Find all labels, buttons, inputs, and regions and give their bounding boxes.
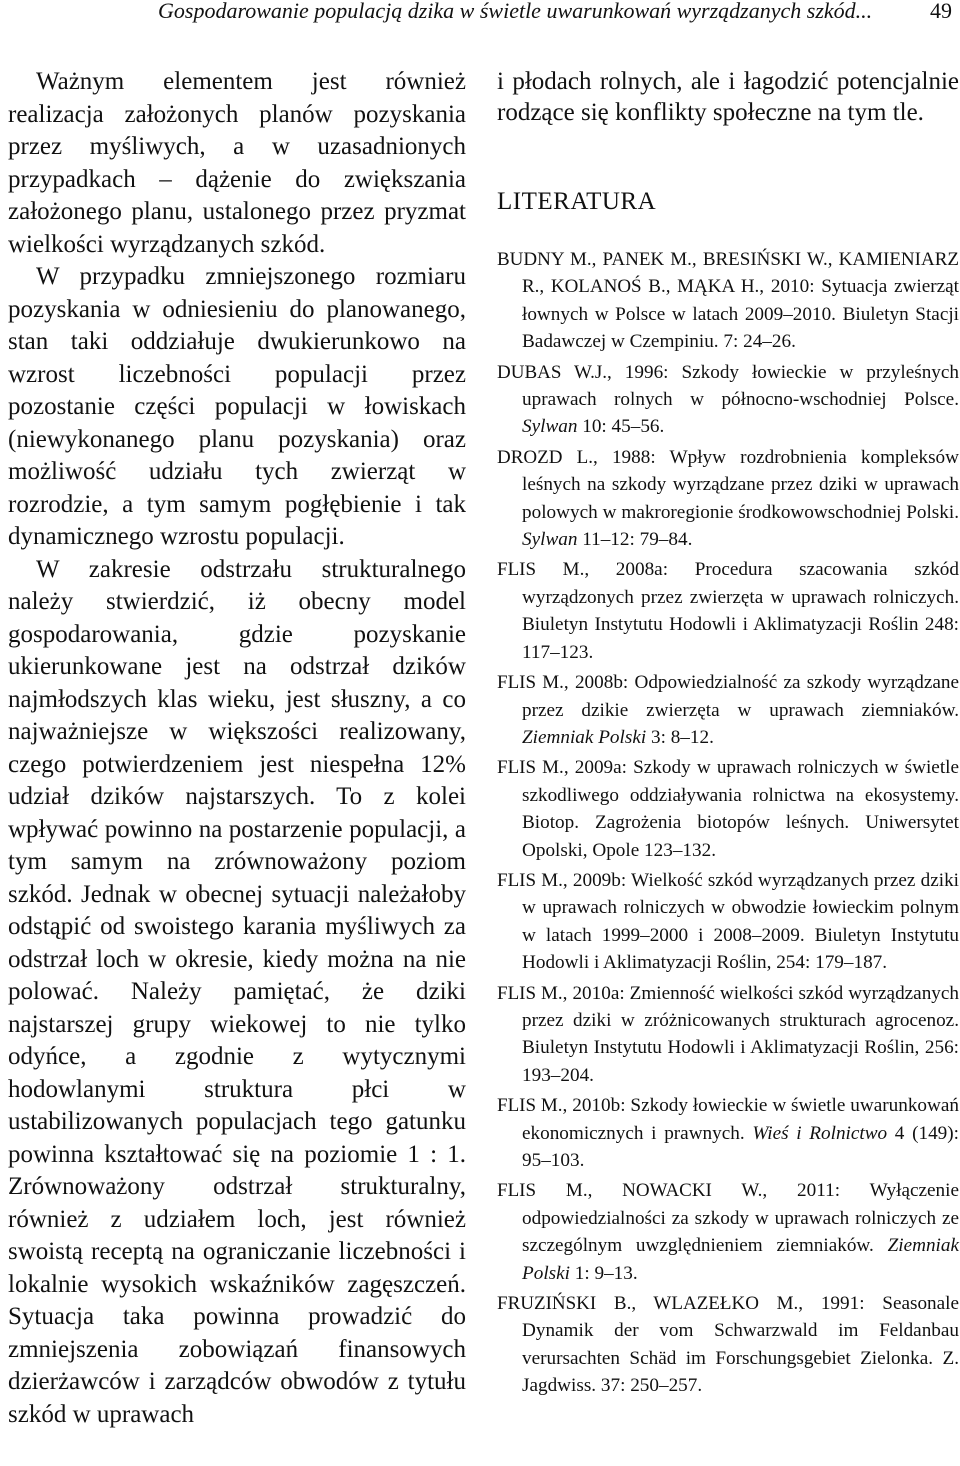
reference-item: [497, 359, 959, 441]
reference-authors: FLIS M.: [497, 869, 563, 891]
reference-text: , 2008a: Procedura szacowania szkód wyrządzonych przez zwierzęta w uprawach rolniczych. Biuletyn Instytutu Hodowli i Aklimatyzacji Roślin 248: 117–123.: [522, 559, 959, 663]
reference-text: , 2010: Sytuacja zwierząt łownych w Polsce w latach 2009–2010. Biuletyn Stacji Badawczej w Czempiniu. 7: 24–26.: [522, 276, 959, 353]
reference-item: [497, 556, 959, 666]
reference-item: [497, 669, 959, 751]
reference-authors: FLIS M.: [497, 559, 585, 581]
body-paragraph: W przypadku zmniejszonego rozmiaru pozyskania w odniesieniu do planowanego, stan taki oddziałuje dwukierunkowo na wzrost liczebności populacji przez pozostanie części populacji w łowiskach (niewykonanego planu pozyskania) oraz możliwość udziału tych zwierząt w rozrodzie, a tym samym pogłębienie i tak dynamicznego wzrostu populacji.: [8, 263, 466, 550]
reference-journal: Wieś i Rolnictwo: [752, 1122, 888, 1144]
reference-text: , 1996: Szkody łowieckie w przyleśnych uprawach rolnych w północno-wschodniej Polsce.: [522, 361, 959, 411]
reference-authors: FLIS M.: [497, 1095, 563, 1117]
reference-authors: FLIS M., NOWACKI W.: [497, 1180, 763, 1202]
reference-text: , 2010b: Szkody łowieckie w świetle uwarunkowań ekonomicznych i prawnych.: [522, 1095, 959, 1144]
reference-text: , 2008b: Odpowiedzialność za szkody wyrządzane przez dzikie zwierzęta w uprawach ziemniaków.: [522, 672, 959, 721]
reference-journal: Ziemniak Polski: [522, 1235, 959, 1284]
running-header: [0, 0, 960, 26]
left-column: [8, 66, 466, 1431]
reference-tail: 3: 8–12.: [646, 726, 714, 748]
reference-text: , 2011: Wyłączenie odpowiedzialności za szkody w uprawach rolniczych ze szczególnym uwzględnieniem ziemniaków.: [522, 1180, 959, 1257]
right-column: [497, 66, 959, 1403]
reference-text: , 1988: Wpływ rozdrobnienia kompleksów leśnych na szkody wyrządzane przez dziki w uprawach polowych w makroregionie środkowowschodniej Polski.: [522, 446, 959, 523]
page-number: 49: [930, 0, 952, 23]
reference-authors: FLIS M.: [497, 757, 564, 779]
reference-tail: 1: 9–13.: [569, 1262, 638, 1284]
reference-item: [497, 1092, 959, 1174]
body-paragraph-continuation: i płodach rolnych, ale i łagodzić potencjalnie rodzące się konflikty społeczne na tym tle.: [497, 68, 959, 126]
reference-text: , 2009a: Szkody w uprawach rolniczych w świetle szkodliwego oddziaływania rolnictwa na ekosystemy. Biotop. Zagrożenia biotopów leśnych. Uniwersytet Opolski, Opole 123–132.: [522, 757, 959, 861]
reference-authors: FLIS M.: [497, 982, 563, 1004]
reference-item: [497, 980, 959, 1090]
reference-text: , 2009b: Wielkość szkód wyrządzanych przez dziki w uprawach rolniczych w obwodzie łowieckim polnym w latach 1999–2000 i 2008–2009. Biuletyn Instytutu Hodowli i Aklimatyzacji Roślin, 254: 179–187.: [522, 869, 959, 974]
reference-item: [497, 246, 959, 356]
reference-authors: FLIS M.: [497, 672, 564, 694]
reference-journal: Ziemniak Polski: [522, 726, 647, 748]
reference-item: [497, 867, 959, 977]
literature-heading: LITERATURA: [497, 188, 657, 215]
reference-tail: 11–12: 79–84.: [577, 529, 693, 551]
reference-text: , 2010a: Zmienność wielkości szkód wyrządzanych przez dziki w zróżnicowanych strukturach agrocenoz. Biuletyn Instytutu Hodowli i Aklimatyzacji Roślin, 256: 193–204.: [522, 982, 959, 1086]
reference-text: , 1991: Seasonale Dynamik der vom Schwarzwald im Feldanbau verursachten Schäd im Forschungsgebiet Zielonka. Z. Jagdwiss. 37: 250–257.: [522, 1293, 959, 1397]
reference-item: [497, 754, 959, 864]
reference-authors: DUBAS W.J.: [497, 361, 608, 383]
running-title: Gospodarowanie populacją dzika w świetle uwarunkowań wyrządzanych szkód...: [158, 0, 873, 23]
reference-authors: DROZD L.: [497, 446, 593, 468]
reference-authors: FRUZIŃSKI B., WLAZEŁKO M.: [497, 1293, 799, 1315]
body-paragraph: W zakresie odstrzału strukturalnego należy stwierdzić, iż obecny model gospodarowania, gdzie pozyskanie ukierunkowane jest na odstrzał dzików najmłodszych klas wieku, jest słuszny, a co najważniejsze w większości realizowany, czego potwierdzeniem jest niespełna 12% udział dzików najstarszych. To z kolei wpływać powinno na postarzenie populacji, a tym samym na zrównoważony poziom szkód. Jednak w obecnej sytuacji należałoby odstąpić od swoistego karania myśliwych za odstrzał loch w okresie, kiedy można na nie polować. Należy pamiętać, że dziki najstarszej grupy wiekowej to nie tylko odyńce, a zgodnie z wytycznymi hodowlanymi struktura płci w ustabilizowanych populacjach tego gatunku powinna kształtować się na poziomie 1 : 1. Zrównoważony odstrzał strukturalny, również z udziałem loch, jest również swoistą receptą na ograniczanie liczebności i lokalnie wysokich wskaźników zagęszczeń. Sytuacja taka powinna prowadzić do zmniejszenia zobowiązań finansowych dzierżawców i zarządców obwodów z tytułu szkód w uprawach: [8, 555, 466, 1428]
body-paragraph: Ważnym elementem jest również realizacja założonych planów pozyskania przez myśliwych, a w uzasadnionych przypadkach – dążenie do zwiększania założonego planu, ustalonego przez pryzmat wielkości wyrządzanych szkód.: [8, 68, 466, 258]
reference-journal: Sylwan: [522, 529, 578, 551]
reference-list: [497, 246, 959, 1400]
reference-tail: 4 (149): 95–103.: [522, 1122, 959, 1171]
reference-tail: 10: 45–56.: [577, 416, 665, 438]
reference-journal: Sylwan: [522, 416, 578, 438]
reference-item: [497, 444, 959, 554]
reference-authors: BUDNY M., PANEK M., BRESIŃSKI W., KAMIENIARZ R., KOLANOŚ B., MĄKA H.: [497, 249, 959, 298]
reference-item: [497, 1290, 959, 1400]
reference-item: [497, 1177, 959, 1287]
